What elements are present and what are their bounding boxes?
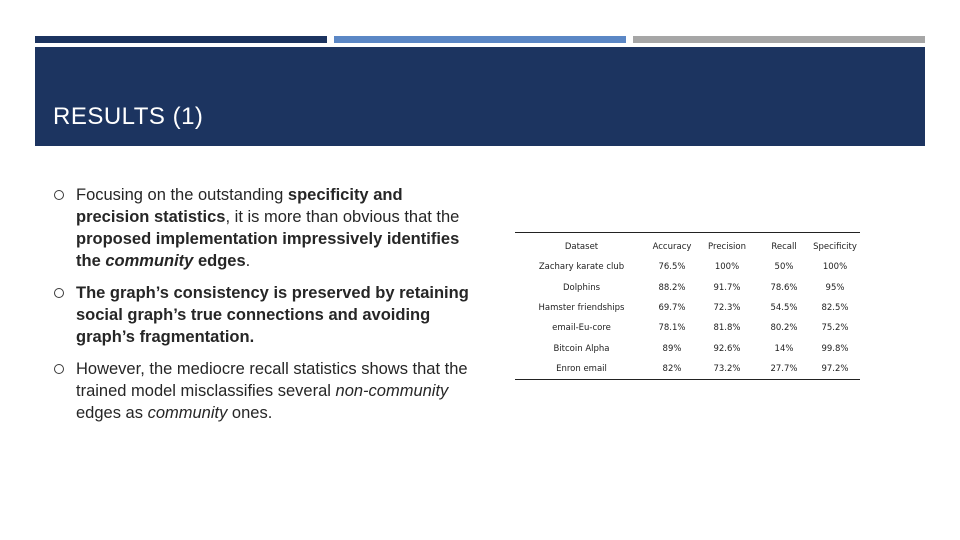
- metric-value-cell: 27.7%: [770, 363, 798, 374]
- accent-bar-gray: [633, 36, 925, 43]
- table-row: [515, 338, 860, 358]
- metric-value-cell: 100%: [714, 262, 740, 273]
- table-row: [515, 318, 860, 338]
- bullet-text-run: community: [105, 252, 194, 270]
- bullet-text-run: community: [147, 404, 228, 422]
- column-header-recall: Recall: [771, 242, 797, 253]
- accent-bar-blue: [334, 36, 626, 43]
- table-row: [515, 257, 860, 277]
- bullet-text-run: , it is more than obvious that the: [225, 208, 460, 226]
- table-header-row: [515, 233, 860, 258]
- dataset-name-cell: Zachary karate club: [538, 262, 625, 273]
- metric-value-cell: 14%: [774, 343, 794, 354]
- dataset-name-cell: Hamster friendships: [538, 303, 625, 314]
- bullet-text-run: specificity and precision statistics: [76, 186, 403, 226]
- metric-value-cell: 82%: [662, 363, 682, 374]
- metric-value-cell: 50%: [774, 262, 794, 273]
- bullet-text-run: non-community: [335, 382, 449, 400]
- metric-value-cell: 82.5%: [821, 303, 849, 314]
- bullet-text-run: edges: [193, 252, 246, 270]
- metric-value-cell: 75.2%: [821, 323, 849, 334]
- results-table: [515, 232, 860, 380]
- table-row: [515, 359, 860, 380]
- bullet-circle-icon: [54, 190, 64, 200]
- title-banner: [35, 47, 925, 146]
- metric-value-cell: 88.2%: [658, 282, 686, 293]
- slide-title: RESULTS (1): [53, 103, 204, 130]
- bullet-text-run: ones.: [227, 404, 273, 422]
- metric-value-cell: 97.2%: [821, 363, 849, 374]
- bullet-text-run: .: [245, 252, 251, 270]
- bullet-circle-icon: [54, 364, 64, 374]
- bullet-text-run: proposed implementation impressively identifies the: [76, 230, 460, 270]
- metric-value-cell: 76.5%: [658, 262, 686, 273]
- metric-value-cell: 72.3%: [713, 303, 741, 314]
- metric-value-cell: 69.7%: [658, 303, 686, 314]
- column-header-specificity: Specificity: [813, 242, 857, 253]
- column-header-precision: Precision: [708, 242, 746, 253]
- metric-value-cell: 54.5%: [770, 303, 798, 314]
- dataset-name-cell: Enron email: [556, 363, 607, 374]
- accent-bar-dark: [35, 36, 327, 43]
- table-row: [515, 298, 860, 318]
- bullet-text-run: Focusing on the outstanding: [76, 186, 288, 204]
- metric-value-cell: 80.2%: [770, 323, 798, 334]
- bullet-text-run: The graph’s consistency is preserved by retaining social graph’s true connections and avoiding graph’s fragmentation.: [76, 284, 469, 346]
- bullet-circle-icon: [54, 288, 64, 298]
- bullet-text-run: edges as: [76, 404, 148, 422]
- metric-value-cell: 81.8%: [713, 323, 741, 334]
- column-header-dataset: Dataset: [564, 242, 599, 253]
- table-row: [515, 278, 860, 298]
- bullet-item: [54, 282, 474, 348]
- metric-value-cell: 89%: [662, 343, 682, 354]
- bullet-item: [54, 358, 474, 424]
- dataset-name-cell: Bitcoin Alpha: [553, 343, 610, 354]
- bullet-text-run: However, the mediocre recall statistics shows that the trained model misclassifies several: [76, 360, 468, 400]
- accent-bars: [35, 36, 925, 43]
- metric-value-cell: 78.1%: [658, 323, 686, 334]
- metric-value-cell: 91.7%: [713, 282, 741, 293]
- metric-value-cell: 73.2%: [713, 363, 741, 374]
- metric-value-cell: 92.6%: [713, 343, 741, 354]
- metric-value-cell: 99.8%: [821, 343, 849, 354]
- column-header-accuracy: Accuracy: [652, 242, 692, 253]
- bullet-item: [54, 184, 474, 272]
- bullet-list: [54, 184, 474, 434]
- metric-value-cell: 78.6%: [770, 282, 798, 293]
- metric-value-cell: 95%: [825, 282, 845, 293]
- dataset-name-cell: Dolphins: [562, 282, 601, 293]
- metric-value-cell: 100%: [822, 262, 848, 273]
- dataset-name-cell: email-Eu-core: [552, 323, 611, 334]
